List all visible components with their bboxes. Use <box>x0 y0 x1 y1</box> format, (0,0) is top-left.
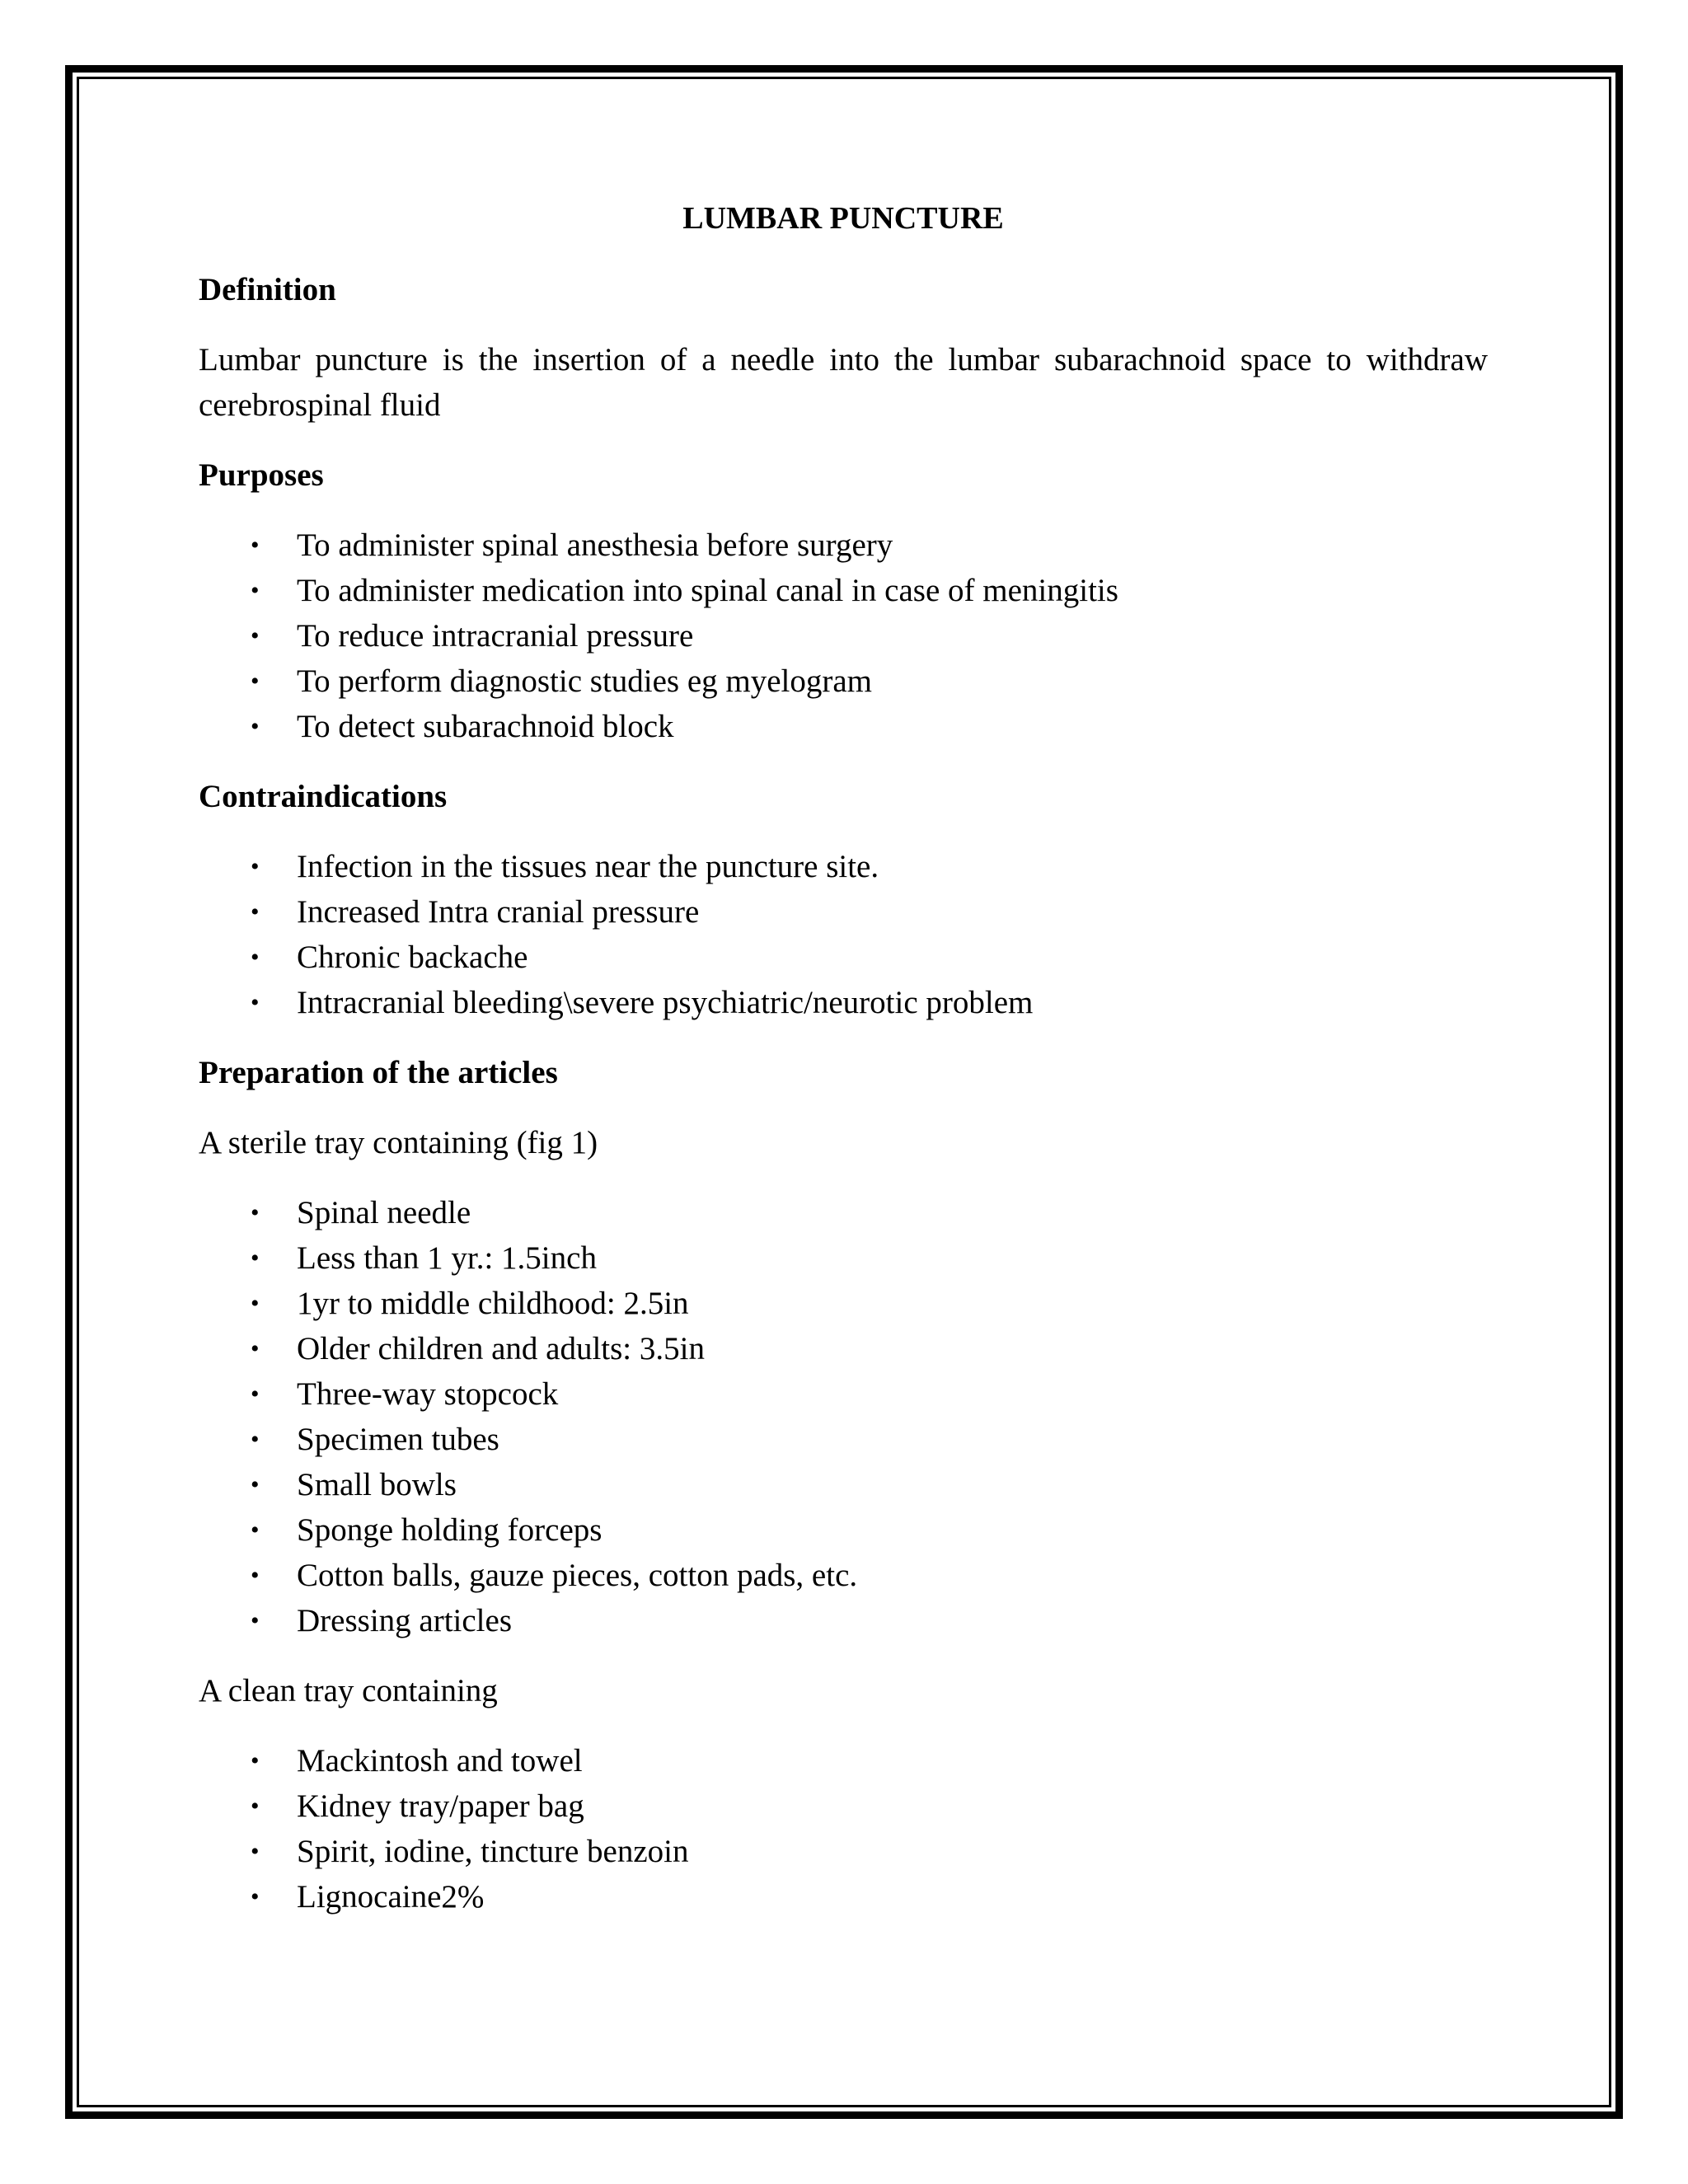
list-item <box>199 1326 1488 1371</box>
document-body <box>199 196 1488 1944</box>
bullet-icon: • <box>251 1838 260 1865</box>
list-item <box>199 1371 1488 1417</box>
list-item-text: 1yr to middle childhood: 2.5in <box>297 1286 689 1321</box>
list-item-text: To perform diagnostic studies eg myelogram <box>297 663 873 699</box>
contraindications-list <box>199 844 1488 1025</box>
list-item <box>199 935 1488 980</box>
list-item <box>199 658 1488 704</box>
definition-heading: Definition <box>199 272 336 307</box>
bullet-icon: • <box>251 713 260 740</box>
page-title: LUMBAR PUNCTURE <box>682 201 1004 236</box>
list-item <box>199 1417 1488 1462</box>
bullet-icon: • <box>251 1607 260 1634</box>
bullet-icon: • <box>251 898 260 926</box>
list-item <box>199 1281 1488 1326</box>
bullet-icon: • <box>251 1747 260 1774</box>
list-item-text: Kidney tray/paper bag <box>297 1788 584 1824</box>
list-item <box>199 523 1488 568</box>
sterile-tray-list <box>199 1190 1488 1643</box>
bullet-icon: • <box>251 1380 260 1408</box>
purposes-heading: Purposes <box>199 457 324 493</box>
list-item <box>199 1235 1488 1281</box>
list-item-text: Specimen tubes <box>297 1422 499 1457</box>
list-item-text: Mackintosh and towel <box>297 1743 583 1779</box>
list-item-text: Three-way stopcock <box>297 1376 559 1412</box>
list-item <box>199 1507 1488 1553</box>
list-item <box>199 980 1488 1025</box>
list-item-text: To detect subarachnoid block <box>297 709 674 744</box>
list-item-text: Intracranial bleeding\severe psychiatric/neurotic problem <box>297 985 1034 1020</box>
bullet-icon: • <box>251 1335 260 1362</box>
list-item <box>199 1190 1488 1235</box>
list-item <box>199 1829 1488 1874</box>
list-item-text: Lignocaine2% <box>297 1879 485 1915</box>
bullet-icon: • <box>251 1562 260 1589</box>
bullet-icon: • <box>251 944 260 971</box>
bullet-icon: • <box>251 577 260 604</box>
bullet-icon: • <box>251 1426 260 1453</box>
list-item-text: Older children and adults: 3.5in <box>297 1331 705 1366</box>
list-item-text: To reduce intracranial pressure <box>297 618 694 654</box>
list-item <box>199 1598 1488 1643</box>
list-item <box>199 1738 1488 1783</box>
list-item-text: Less than 1 yr.: 1.5inch <box>297 1240 597 1276</box>
list-item-text: Sponge holding forceps <box>297 1512 603 1548</box>
bullet-icon: • <box>251 1290 260 1317</box>
bullet-icon: • <box>251 668 260 695</box>
list-item <box>199 1874 1488 1919</box>
clean-tray-list <box>199 1738 1488 1919</box>
list-item <box>199 613 1488 658</box>
list-item <box>199 1462 1488 1507</box>
preparation-heading: Preparation of the articles <box>199 1055 558 1090</box>
bullet-icon: • <box>251 1883 260 1910</box>
bullet-icon: • <box>251 989 260 1016</box>
clean-tray-intro: A clean tray containing <box>199 1673 498 1708</box>
list-item <box>199 704 1488 749</box>
bullet-icon: • <box>251 1244 260 1272</box>
list-item <box>199 844 1488 889</box>
bullet-icon: • <box>251 532 260 559</box>
list-item-text: To administer spinal anesthesia before surgery <box>297 527 893 563</box>
definition-text-line-2: cerebrospinal fluid <box>199 387 441 423</box>
bullet-icon: • <box>251 1471 260 1498</box>
list-item-text: Infection in the tissues near the puncture site. <box>297 849 879 884</box>
list-item-text: Spinal needle <box>297 1195 471 1230</box>
bullet-icon: • <box>251 1516 260 1544</box>
list-item-text: Chronic backache <box>297 940 528 975</box>
list-item <box>199 1783 1488 1829</box>
definition-text-line-1: Lumbar puncture is the insertion of a needle into the lumbar subarachnoid space to withdraw <box>199 342 1488 377</box>
purposes-list <box>199 523 1488 749</box>
list-item-text: Dressing articles <box>297 1603 513 1638</box>
contraindications-heading: Contraindications <box>199 779 448 814</box>
list-item <box>199 1553 1488 1598</box>
list-item-text: Cotton balls, gauze pieces, cotton pads, etc. <box>297 1558 858 1593</box>
list-item-text: Increased Intra cranial pressure <box>297 894 700 930</box>
sterile-tray-intro: A sterile tray containing (fig 1) <box>199 1125 598 1160</box>
bullet-icon: • <box>251 1199 260 1226</box>
bullet-icon: • <box>251 853 260 880</box>
list-item-text: Spirit, iodine, tincture benzoin <box>297 1834 689 1869</box>
list-item <box>199 889 1488 935</box>
list-item-text: To administer medication into spinal canal in case of meningitis <box>297 573 1118 608</box>
list-item <box>199 568 1488 613</box>
definition-text <box>199 337 1488 428</box>
bullet-icon: • <box>251 1793 260 1820</box>
list-item-text: Small bowls <box>297 1467 457 1502</box>
bullet-icon: • <box>251 622 260 649</box>
